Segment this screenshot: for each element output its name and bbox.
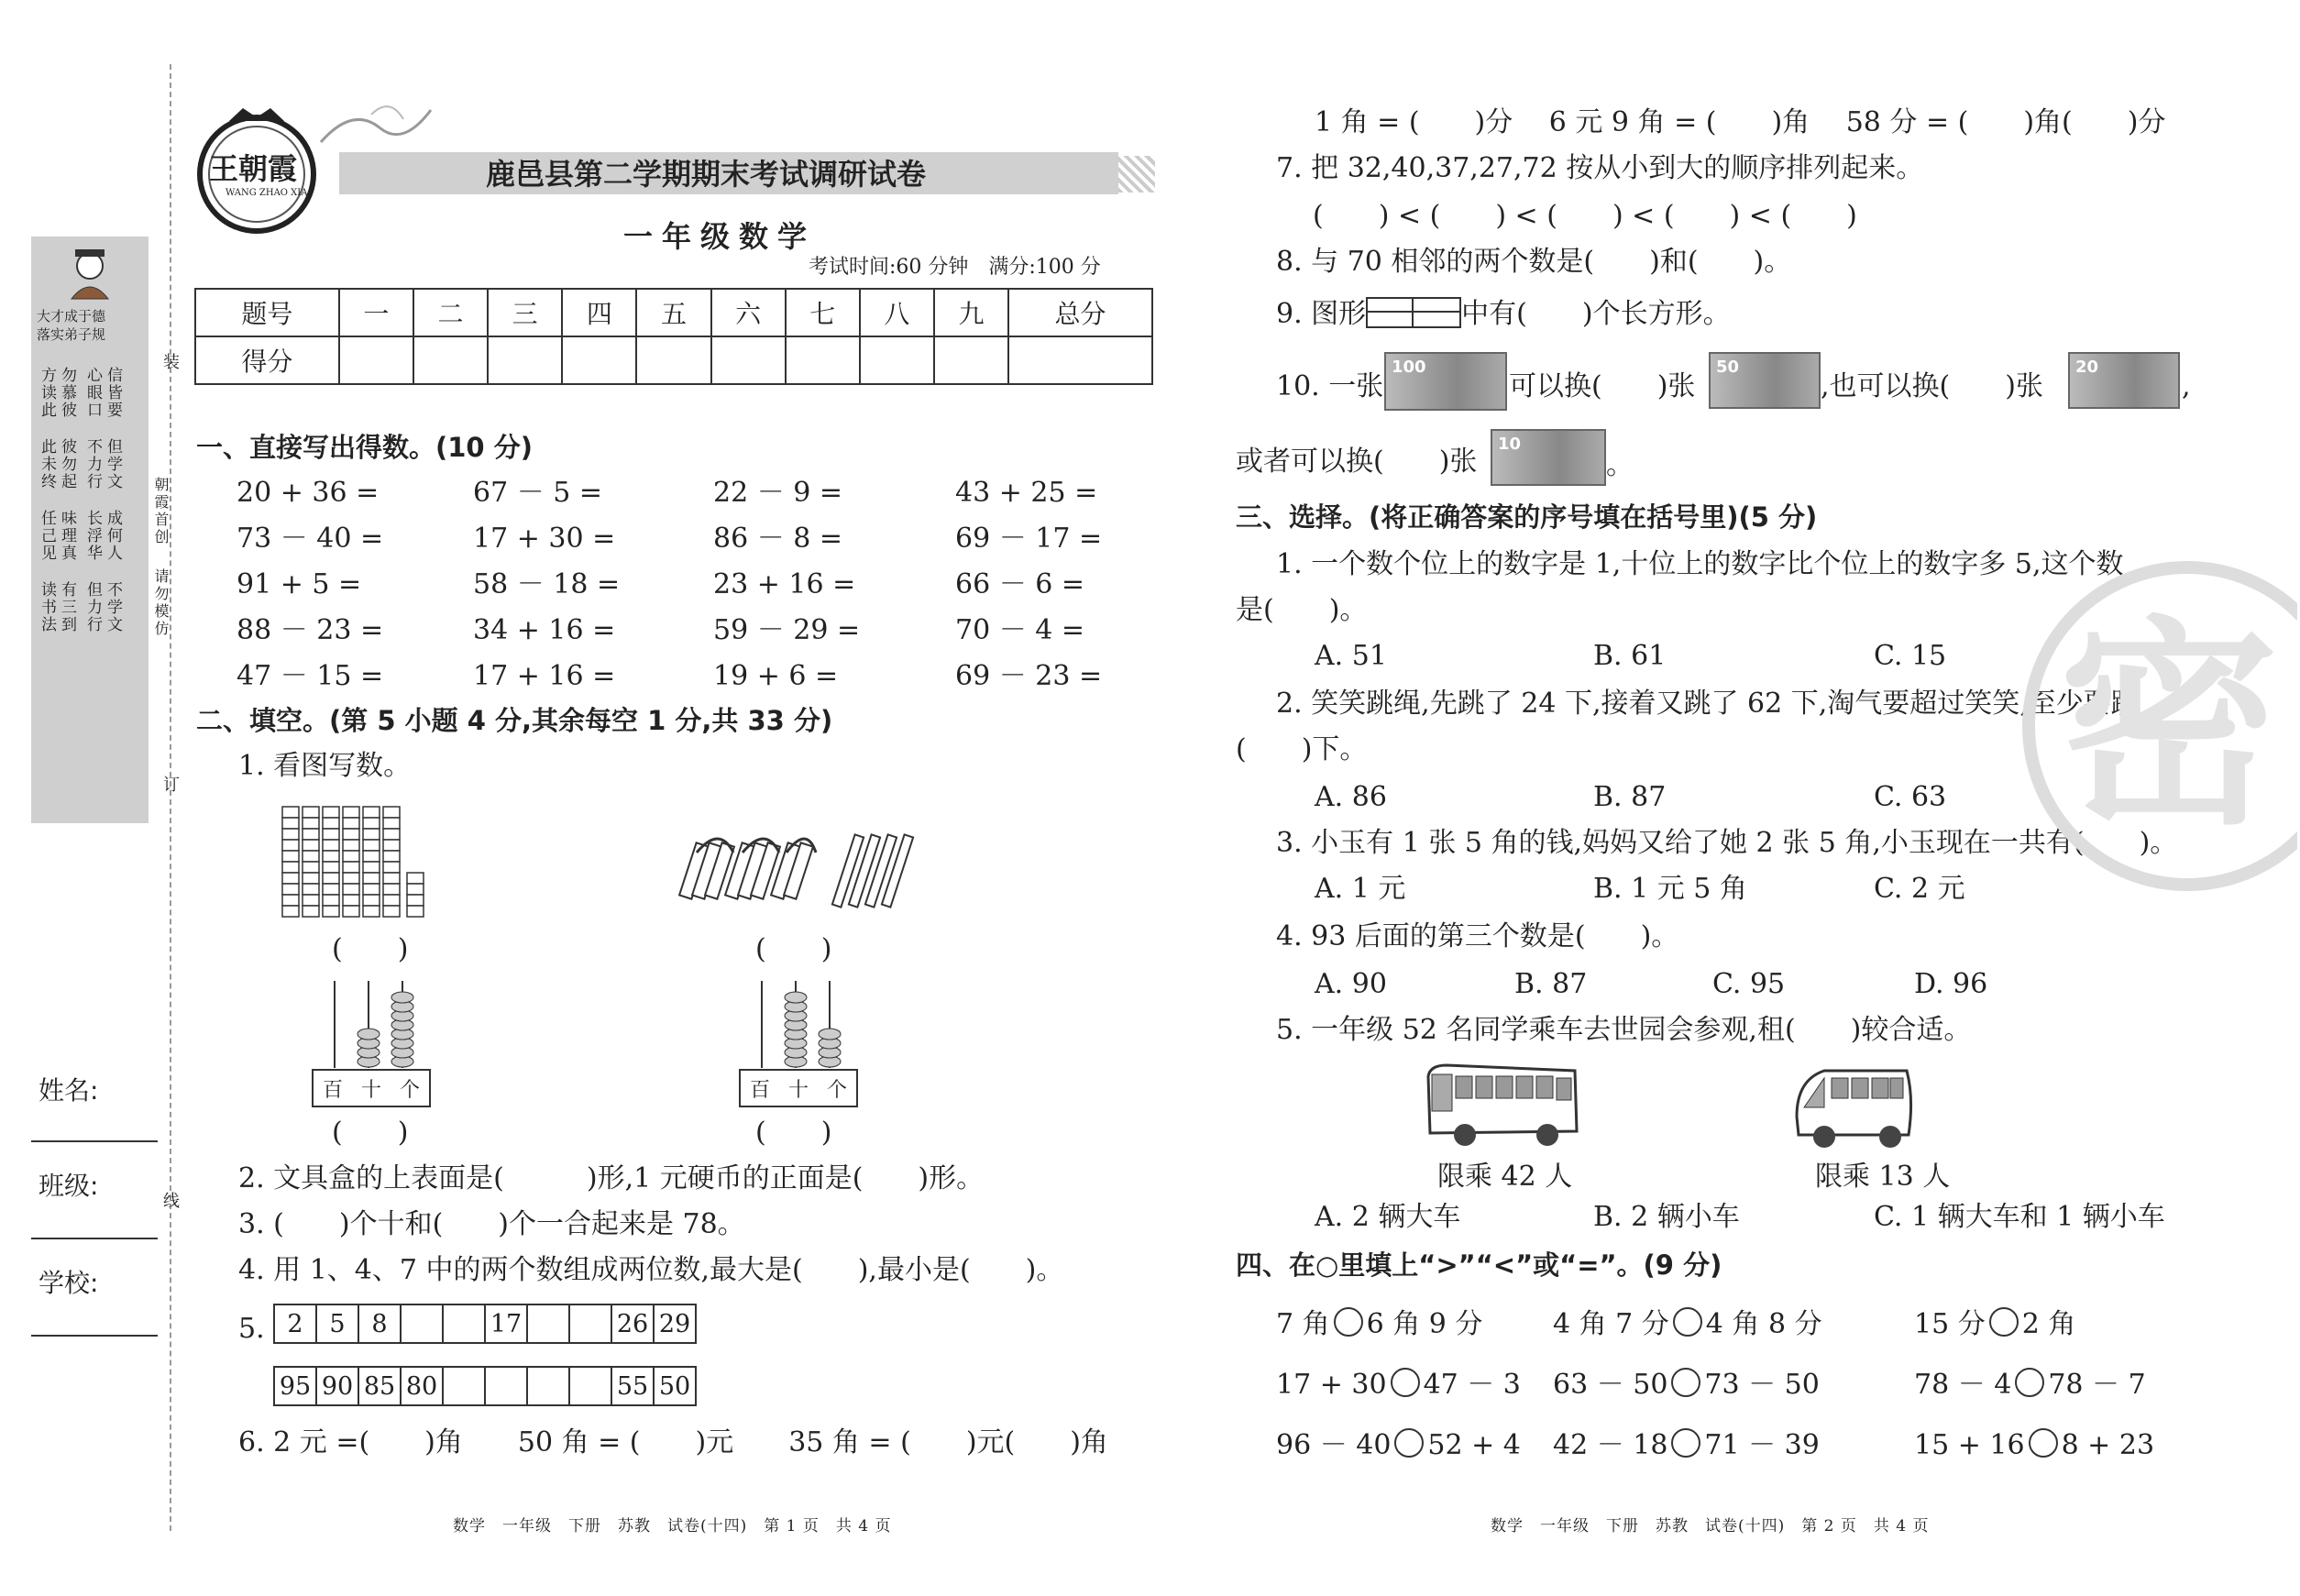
banknote-20-icon [2068,352,2180,409]
score-row-label: 得分 [195,336,339,384]
sticks-bundles-image [678,816,926,917]
q2-5-label: 5. [238,1313,265,1345]
motto-column: 成何人 [104,510,122,562]
sequence-cell: 50 [654,1367,696,1405]
compare-item [1276,1428,1521,1462]
q2-6-text: 6. 2 元 =( )角 50 角 = ( )元 35 角 = ( )元( )角 [238,1426,1108,1458]
arithmetic-item[interactable]: 73 － 40 = [237,523,384,555]
compare-circle-input[interactable] [1989,1307,2019,1337]
score-input-cell[interactable] [934,336,1008,384]
bill-10-value: 10 [1498,435,1522,454]
score-header-cell: 二 [413,289,488,336]
compare-left: 63 － 50 [1553,1369,1668,1401]
compare-right: 2 角 [2021,1308,2076,1340]
q3-5: 5. 一年级 52 名同学乘车去世园会参观,租( )较合适。 [1276,1014,1972,1046]
compare-item [1914,1368,2146,1402]
q2-9-prefix: 9. 图形 [1276,298,1367,330]
score-input-cell[interactable] [339,336,413,384]
motto-column: 长浮华 [83,510,102,562]
score-header-cell: 三 [488,289,562,336]
option-a[interactable]: A. 86 [1315,781,1387,813]
compare-item [1914,1307,2075,1341]
compare-left: 17 + 30 [1276,1369,1387,1401]
name-field[interactable] [31,1140,158,1142]
footer-left: 数学 一年级 下册 苏教 试卷(十四) 第 1 页 共 4 页 [453,1517,892,1535]
q3-4: 4. 93 后面的第三个数是( )。 [1276,920,1679,952]
logo-text: 王朝霞 [209,151,298,186]
q2-8-text: 8. 与 70 相邻的两个数是( )和( )。 [1276,246,1792,278]
compare-left: 15 + 16 [1914,1429,2025,1461]
option-a[interactable]: A. 90 [1315,968,1387,1000]
bill-20-value: 20 [2075,358,2099,377]
section2-title: 二、填空。(第 5 小题 4 分,其余每空 1 分,共 33 分) [196,705,833,736]
q2-6b-text: 1 角 = ( )分 6 元 9 角 = ( )角 58 分 = ( )角( )分 [1315,106,2166,138]
arithmetic-item[interactable]: 86 － 8 = [713,523,843,555]
score-table [194,288,1153,385]
arithmetic-item[interactable]: 19 + 6 = [713,660,839,692]
q3-2b: ( )下。 [1236,733,1368,765]
big-bus-image [1419,1058,1584,1150]
small-bus-capacity: 限乘 13 人 [1815,1161,1951,1193]
small-bus-image [1788,1062,1916,1153]
q3-1b: 是( )。 [1236,594,1368,626]
class-label: 班级: [39,1171,99,1201]
sequence-grid-2 [273,1366,697,1406]
abacus-label-tens: 十 [360,1078,381,1102]
cut-mark-3: 线 [160,1192,180,1211]
logo-subtext: WANG ZHAO XIA [226,188,308,198]
compare-right: 71 － 39 [1704,1429,1820,1461]
school-field[interactable] [31,1335,158,1337]
watermark-seal [2022,561,2297,928]
compare-circle-input[interactable] [1334,1307,1363,1337]
option-c[interactable]: C. 95 [1712,968,1786,1000]
motto-column: 方读此 [38,367,56,419]
motto-column: 不学文 [104,581,122,633]
motto-top-1: 大才成于德 [37,308,106,325]
motto-column: 有三到 [58,581,76,633]
compare-right: 78 － 7 [2048,1369,2146,1401]
compare-left: 7 角 [1276,1308,1330,1340]
q3-1a: 1. 一个数个位上的数字是 1,十位上的数字比个位上的数字多 5,这个数 [1276,548,2124,580]
abacus-label-ones: 个 [826,1078,847,1102]
blank-cubes[interactable]: ( ) [332,933,409,965]
option-d[interactable]: D. 96 [1914,968,1988,1000]
compare-right: 47 － 3 [1423,1369,1521,1401]
banknote-100-icon [1384,352,1507,411]
sequence-cell: 80 [401,1367,443,1405]
abacus-label-hundreds: 百 [749,1078,770,1102]
section4-title: 四、在○里填上“>”“<”或“=”。(9 分) [1236,1249,1722,1281]
sequence-grid-1 [273,1304,697,1344]
subject-title: 一年级数学 [623,219,817,254]
bill-100-value: 100 [1392,358,1426,377]
compare-circle-input[interactable] [1394,1428,1424,1458]
blank-abacus-right[interactable]: ( ) [755,1117,832,1149]
option-a[interactable]: A. 51 [1315,640,1387,672]
section1-title: 一、直接写出得数。(10 分) [196,432,533,463]
compare-left: 15 分 [1914,1308,1986,1340]
motto-column: 但学文 [104,438,122,490]
watermark-text: 密 [2059,598,2280,854]
sequence-cell: 55 [611,1367,654,1405]
option-c[interactable]: C. 15 [1874,640,1947,672]
motto-column: 但力行 [83,581,102,633]
sequence-cell[interactable] [569,1367,611,1405]
score-input-cell[interactable] [636,336,710,384]
title-band-pattern [1118,156,1155,193]
score-input-cell[interactable] [786,336,860,384]
option-b[interactable]: B. 2 辆小车 [1593,1201,1740,1233]
arithmetic-item[interactable]: 47 － 15 = [237,660,384,692]
compare-right: 8 + 23 [2061,1429,2155,1461]
class-field[interactable] [31,1238,158,1239]
arithmetic-item[interactable]: 67 － 5 = [473,477,603,509]
q2-1-text: 1. 看图写数。 [238,750,412,782]
binding-dashed-line [170,64,171,1531]
banknote-50-icon [1709,352,1821,409]
score-header-cell: 一 [339,289,413,336]
option-b[interactable]: B. 61 [1593,640,1667,672]
q2-10-prefix: 10. 一张 [1276,370,1384,402]
sequence-cell[interactable] [527,1304,569,1343]
arithmetic-item[interactable]: 22 － 9 = [713,477,843,509]
sequence-cell: 8 [358,1304,401,1343]
q2-10-mid2: ,也可以换( )张 [1821,370,2043,402]
motto-column: 勿慕彼 [58,367,76,419]
abacus-right [739,972,858,1073]
arithmetic-item[interactable]: 20 + 36 = [237,477,380,509]
motto-column: 任己见 [38,510,56,562]
sequence-cell[interactable] [527,1367,569,1405]
cube-bars-image [275,798,477,921]
option-c[interactable]: C. 63 [1874,781,1947,813]
abacus-label-tens: 十 [787,1078,809,1102]
score-input-cell[interactable] [562,336,636,384]
arithmetic-item[interactable]: 23 + 16 = [713,568,856,600]
q2-9-line [1276,297,1731,331]
option-b[interactable]: B. 87 [1593,781,1667,813]
motto-top-2: 落实弟子规 [37,326,106,343]
motto-column: 信皆要 [104,367,122,419]
abacus-right-labels [739,1069,858,1107]
motto-column: 心眼口 [83,367,102,419]
motto-column: 味理真 [58,510,76,562]
exam-title: 鹿邑县第二学期期末考试调研试卷 [486,157,927,192]
arithmetic-item[interactable]: 43 + 25 = [955,477,1098,509]
q2-10-line2: 或者可以换( )张 [1236,446,1478,478]
motto-column: 不力行 [83,438,102,490]
abacus-label-ones: 个 [399,1078,420,1102]
compare-right: 6 角 9 分 [1366,1308,1483,1340]
compare-right: 73 － 50 [1704,1369,1820,1401]
compare-left: 4 角 7 分 [1553,1308,1669,1340]
q2-4-text: 4. 用 1、4、7 中的两个数组成两位数,最大是( ),最小是( )。 [238,1254,1064,1286]
score-header-cell: 总分 [1008,289,1152,336]
sequence-cell: 2 [274,1304,316,1343]
compare-right: 52 + 4 [1427,1429,1521,1461]
arithmetic-item[interactable]: 69 － 17 = [955,523,1103,555]
q2-10-end: 。 [1606,449,1634,481]
arithmetic-item[interactable]: 59 － 29 = [713,614,861,646]
q2-3-text: 3. ( )个十和( )个一合起来是 78。 [238,1208,745,1240]
scholar-icon [62,246,117,301]
score-header-cell: 题号 [195,289,339,336]
compare-right: 4 角 8 分 [1705,1308,1822,1340]
arithmetic-item[interactable]: 34 + 16 = [473,614,616,646]
q2-10-comma: , [2182,370,2191,402]
footer-right: 数学 一年级 下册 苏教 试卷(十四) 第 2 页 共 4 页 [1491,1517,1930,1535]
q2-9-suffix: 中有( )个长方形。 [1461,298,1731,330]
arithmetic-item[interactable]: 58 － 18 = [473,568,621,600]
cut-mark-2: 订 [160,776,180,795]
compare-item [1553,1428,1820,1462]
compare-left: 78 － 4 [1914,1369,2012,1401]
sequence-cell: 29 [654,1304,696,1343]
arithmetic-item[interactable]: 70 － 4 = [955,614,1085,646]
q2-10-mid1: 可以换( )张 [1509,370,1696,402]
option-a[interactable]: A. 2 辆大车 [1315,1201,1461,1233]
sequence-cell: 26 [611,1304,654,1343]
vertical-note: 朝霞首创 [152,477,170,546]
motto-column: 此未终 [38,438,56,490]
motto-column: 读书法 [38,581,56,633]
exam-info: 考试时间:60 分钟 满分:100 分 [809,256,1101,279]
cut-mark-1: 装 [160,353,180,372]
sequence-cell: 5 [316,1304,358,1343]
school-label: 学校: [39,1268,99,1298]
score-input-cell[interactable] [860,336,934,384]
sequence-cell[interactable] [569,1304,611,1343]
ribbon-ornament [316,96,435,151]
score-input-cell[interactable] [1008,336,1152,384]
score-header-cell: 八 [860,289,934,336]
abacus-left [312,972,431,1073]
sequence-cell: 90 [316,1367,358,1405]
score-input-cell[interactable] [413,336,488,384]
vertical-note: 请勿模仿 [152,568,170,638]
big-bus-capacity: 限乘 42 人 [1437,1161,1573,1193]
compare-left: 96 － 40 [1276,1429,1392,1461]
compare-item [1553,1368,1820,1402]
option-b[interactable]: B. 1 元 5 角 [1593,873,1747,905]
option-b[interactable]: B. 87 [1514,968,1588,1000]
abacus-left-labels [312,1069,431,1107]
score-header-cell: 九 [934,289,1008,336]
sequence-cell: 85 [358,1367,401,1405]
option-c[interactable]: C. 1 辆大车和 1 辆小车 [1874,1201,2165,1233]
banknote-10-icon [1491,429,1606,486]
score-header-cell: 七 [786,289,860,336]
compare-circle-input[interactable] [1391,1368,1420,1397]
compare-circle-input[interactable] [1673,1307,1702,1337]
sequence-cell: 17 [485,1304,527,1343]
score-header-cell: 五 [636,289,710,336]
q3-3: 3. 小玉有 1 张 5 角的钱,妈妈又给了她 2 张 5 角,小玉现在一共有( )。 [1276,827,2178,859]
bill-50-value: 50 [1716,358,1740,377]
arithmetic-item[interactable]: 66 － 6 = [955,568,1085,600]
arithmetic-item[interactable]: 88 － 23 = [237,614,384,646]
sequence-cell[interactable] [485,1367,527,1405]
compare-circle-input[interactable] [1671,1428,1700,1458]
arithmetic-item[interactable]: 69 － 23 = [955,660,1103,692]
motto-column: 彼勿起 [58,438,76,490]
score-input-cell[interactable] [711,336,786,384]
arithmetic-item[interactable]: 17 + 30 = [473,523,616,555]
sequence-cell: 95 [274,1367,316,1405]
sequence-cell[interactable] [443,1304,485,1343]
compare-circle-input[interactable] [2015,1368,2044,1397]
name-label: 姓名: [39,1075,99,1106]
section3-title: 三、选择。(将正确答案的序号填在括号里)(5 分) [1236,501,1818,533]
option-a[interactable]: A. 1 元 [1315,873,1406,905]
q2-7-text: 7. 把 32,40,37,27,72 按从小到大的顺序排列起来。 [1276,152,1924,184]
abacus-label-hundreds: 百 [322,1078,343,1102]
compare-item [1276,1307,1482,1341]
rectangle-figure-icon [1366,297,1461,328]
score-input-cell[interactable] [488,336,562,384]
compare-item [1276,1368,1521,1402]
compare-item [1914,1428,2154,1462]
q3-2a: 2. 笑笑跳绳,先跳了 24 下,接着又跳了 62 下,淘气要超过笑笑,至少要跳 [1276,688,2139,720]
sequence-cell[interactable] [401,1304,443,1343]
option-c[interactable]: C. 2 元 [1874,873,1965,905]
arithmetic-item[interactable]: 17 + 16 = [473,660,616,692]
blank-abacus-left[interactable]: ( ) [332,1117,409,1149]
compare-circle-input[interactable] [1671,1368,1700,1397]
compare-circle-input[interactable] [2029,1428,2058,1458]
compare-left: 42 － 18 [1553,1429,1668,1461]
q2-7b-text: ( ) < ( ) < ( ) < ( ) < ( ) [1313,200,1857,232]
arithmetic-item[interactable]: 91 + 5 = [237,568,362,600]
compare-item [1553,1307,1822,1341]
score-header-cell: 四 [562,289,636,336]
sequence-cell[interactable] [443,1367,485,1405]
score-header-cell: 六 [711,289,786,336]
blank-sticks[interactable]: ( ) [755,933,832,965]
q2-2-text: 2. 文具盒的上表面是( )形,1 元硬币的正面是( )形。 [238,1162,985,1194]
